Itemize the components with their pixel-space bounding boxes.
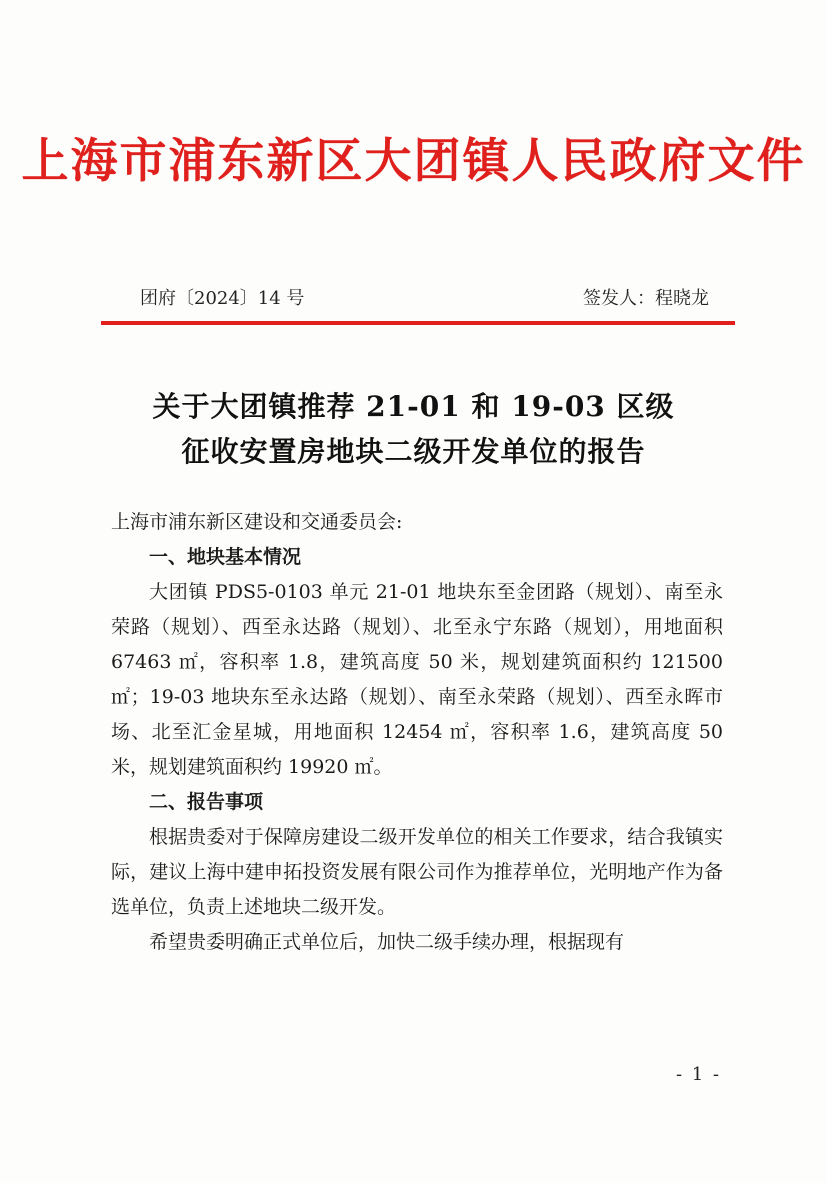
section-2-paragraph-1: 根据贵委对于保障房建设二级开发单位的相关工作要求，结合我镇实际，建议上海中建申拓投资发展有限公司作为推荐单位，光明地产作为备选单位，负责上述地块二级开发。 <box>111 826 723 918</box>
signer-line: 签发人：程晓龙 <box>583 288 709 309</box>
section-heading-2: 二、报告事项 <box>149 791 264 813</box>
document-title-line-1: 关于大团镇推荐 21-01 和 19-03 区级 <box>152 390 675 423</box>
section-2-paragraph-2: 希望贵委明确正式单位后，加快二级手续办理，根据现有 <box>149 931 625 953</box>
document-title-line-2: 征收安置房地块二级开发单位的报告 <box>181 435 646 468</box>
document-masthead: 上海市浦东新区大团镇人民政府文件 <box>21 134 806 189</box>
section-1-paragraph: 大团镇 PDS5-0103 单元 21-01 地块东至金团路（规划）、南至永荣路（规划）、西至永达路（规划）、北至永宁东路（规划），用地面积 67463 ㎡，容积率 1.8，建筑高度 50 米，规划建筑面积约 121500 ㎡；19-03 地块东至永达路（规划）、南至永荣路（规划）、西至永晖市场、北至汇金星城，用地面积 12454 ㎡，容积率 1.6，建筑高度 50 米，规划建筑面积约 19920 ㎡。 <box>111 581 723 778</box>
salutation: 上海市浦东新区建设和交通委员会: <box>111 511 403 533</box>
red-divider-line <box>101 321 735 325</box>
document-body <box>111 505 723 960</box>
page-number: - 1 - <box>675 1064 721 1085</box>
document-number: 团府〔2024〕14 号 <box>140 288 305 309</box>
section-heading-1: 一、地块基本情况 <box>149 546 302 568</box>
